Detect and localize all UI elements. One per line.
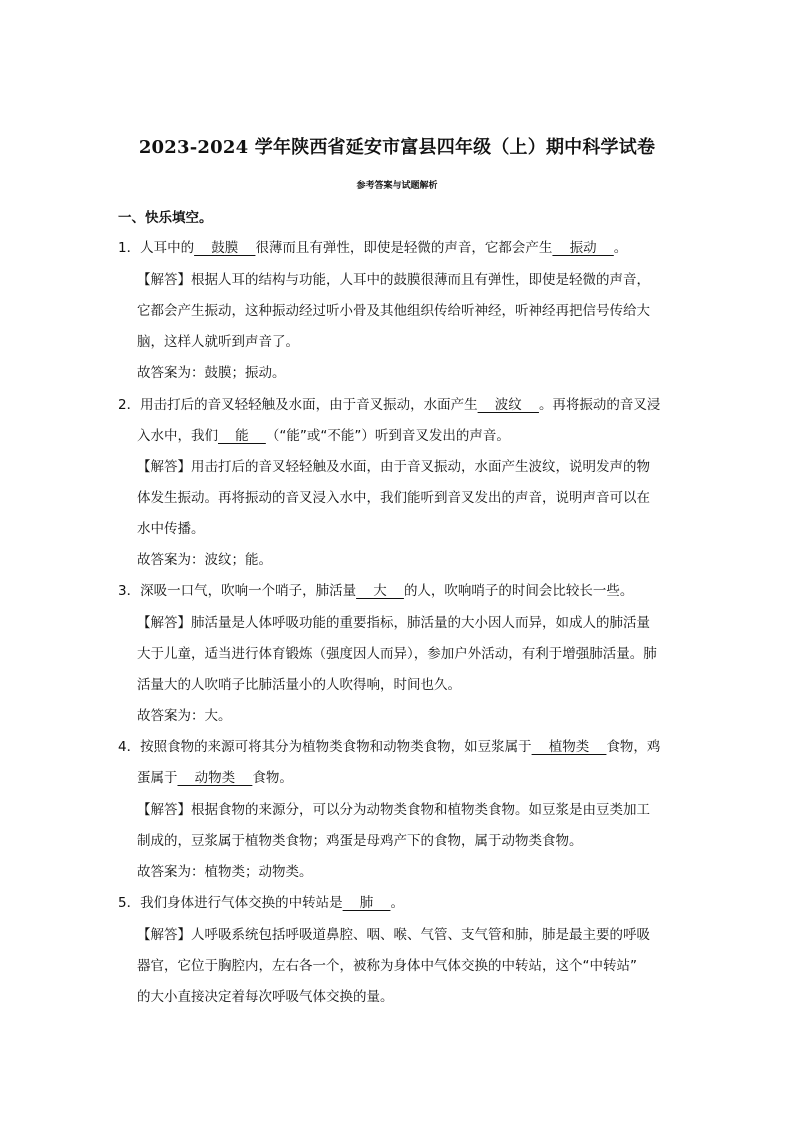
answer-blank: 动物类: [177, 770, 253, 786]
analysis-line: 【解答】用击打后的音叉轻轻触及水面，由于音叉振动，水面产生波纹，说明发声的物: [137, 459, 650, 475]
analysis-line: 的大小直接决定着每次呼吸气体交换的量。: [137, 989, 394, 1005]
analysis-line: 制成的，豆浆属于植物类食物；鸡蛋是母鸡产下的食物，属于动物类食物。: [137, 833, 583, 849]
question-text: 入水中，我们: [137, 428, 218, 444]
analysis-line: 体发生振动。再将振动的音叉浸入水中，我们能听到音叉发出的声音，说明声音可以在: [137, 490, 650, 506]
answer-blank: 能: [218, 428, 266, 444]
analysis-line: 水中传播。: [137, 521, 205, 537]
question-text: 1．人耳中的: [118, 240, 195, 256]
analysis-line: 脑，这样人就听到声音了。: [137, 334, 299, 350]
analysis-line: 大于儿童，适当进行体育锻炼（强度因人而异），参加户外活动，有利于增强肺活量。肺: [137, 646, 657, 662]
answer-line: 故答案为：波纹；能。: [137, 552, 272, 568]
question-text: 2．用击打后的音叉轻轻触及水面，由于音叉振动，水面产生: [118, 397, 478, 413]
question-text: 的人，吹响哨子的时间会比较长一些。: [403, 583, 634, 599]
question-text: （“能”或“不能”）听到音叉发出的声音。: [265, 428, 510, 444]
question-text: 4．按照食物的来源可将其分为植物类食物和动物类食物，如豆浆属于: [118, 739, 532, 755]
question-4-cont: [137, 768, 293, 788]
answer-line: 故答案为：鼓膜；振动。: [137, 365, 286, 381]
page-title: 2023-2024 学年陕西省延安市富县四年级（上）期中科学试卷: [138, 137, 656, 158]
question-text: 蛋属于: [137, 770, 178, 786]
question-text: 很薄而且有弹性，即使是轻微的声音，它都会产生: [255, 240, 553, 256]
question-text: 。: [390, 895, 404, 911]
answer-blank: 鼓膜: [194, 240, 256, 256]
question-1: [118, 238, 627, 258]
answer-line: 故答案为：植物类；动物类。: [137, 864, 313, 880]
answer-blank: 肺: [342, 895, 391, 911]
answer-line: 故答案为：大。: [137, 708, 232, 724]
question-2: [118, 395, 660, 415]
analysis-line: 它都会产生振动，这种振动经过听小骨及其他组织传给听神经，听神经再把信号传给大: [137, 303, 650, 319]
question-3: [118, 581, 633, 601]
question-text: 3．深吸一口气，吹响一个哨子，肺活量: [118, 583, 357, 599]
section-heading: 一、快乐填空。: [118, 210, 213, 226]
answer-blank: 植物类: [531, 739, 607, 755]
answer-blank: 大: [356, 583, 404, 599]
answer-blank: 波纹: [477, 397, 539, 413]
subtitle: 参考答案与试题解析: [356, 181, 438, 191]
question-4: [118, 737, 660, 757]
analysis-line: 【解答】根据人耳的结构与功能，人耳中的鼓膜很薄而且有弹性，即使是轻微的声音，: [137, 272, 650, 288]
answer-blank: 振动: [552, 240, 614, 256]
question-2-cont: [137, 426, 510, 446]
analysis-line: 【解答】根据食物的来源分，可以分为动物类食物和植物类食物。如豆浆是由豆类加工: [137, 802, 650, 818]
analysis-line: 【解答】肺活量是人体呼吸功能的重要指标，肺活量的大小因人而异，如成人的肺活量: [137, 615, 650, 631]
analysis-line: 活量大的人吹哨子比肺活量小的人吹得响，时间也久。: [137, 677, 461, 693]
question-text: 。: [613, 240, 628, 256]
question-text: 5．我们身体进行气体交换的中转站是: [118, 895, 343, 911]
analysis-line: 器官，它位于胸腔内，左右各一个，被称为身体中气体交换的中转站，这个“中转站”: [137, 958, 637, 974]
question-text: 。再将振动的音叉浸: [538, 397, 661, 413]
question-text: 食物。: [252, 770, 293, 786]
analysis-line: 【解答】人呼吸系统包括呼吸道鼻腔、咽、喉、气管、支气管和肺，肺是最主要的呼吸: [137, 927, 650, 943]
question-5: [118, 893, 404, 913]
question-text: 食物，鸡: [606, 739, 661, 755]
